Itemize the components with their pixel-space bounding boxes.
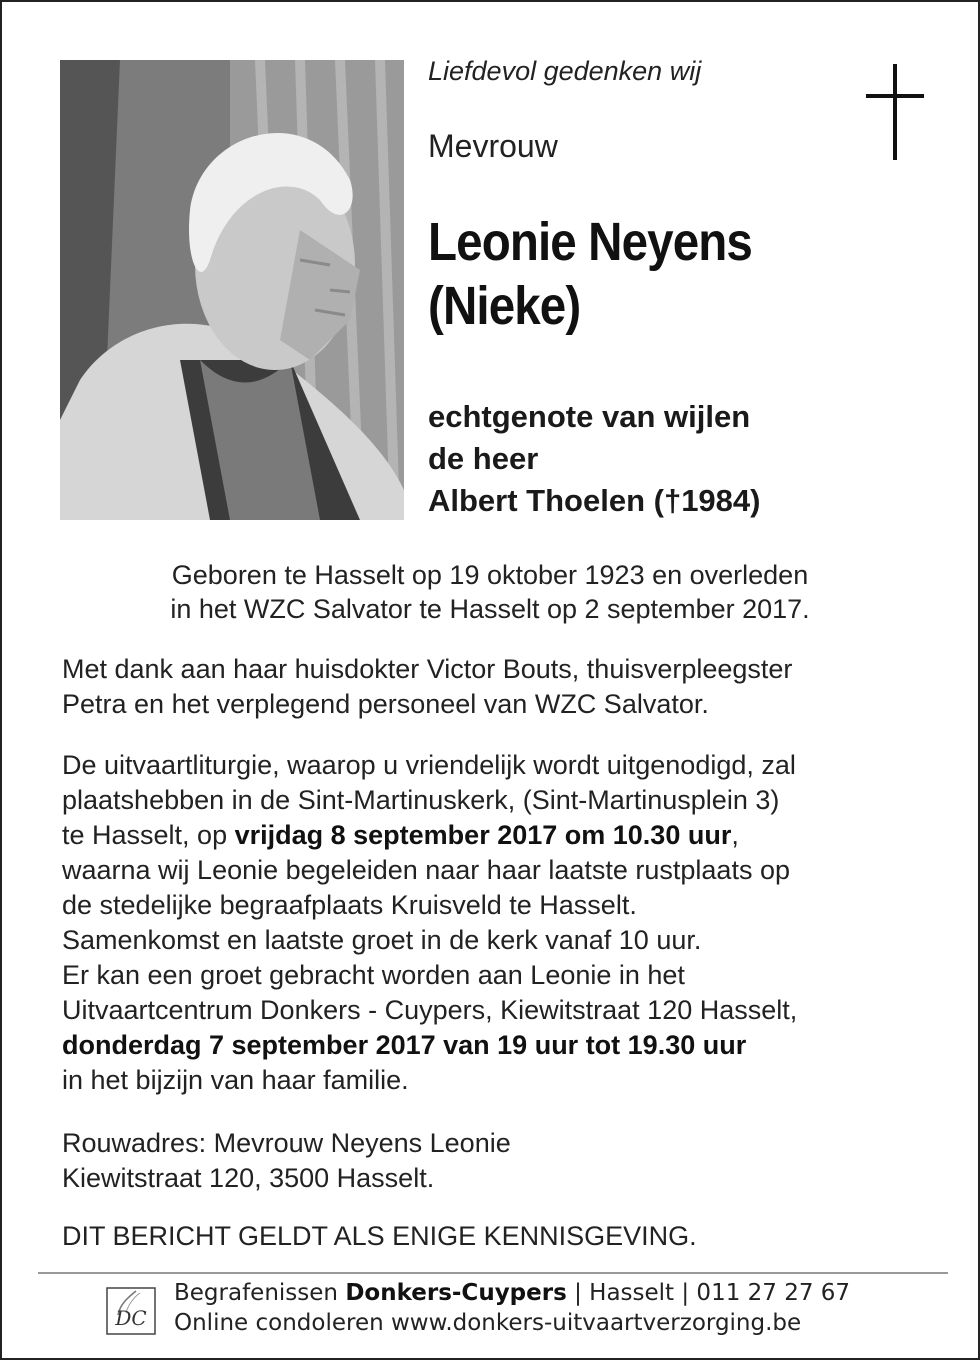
born-line: in het WZC Salvator te Hasselt op 2 september 2017. [170, 594, 810, 624]
liturgy-line: Uitvaartcentrum Donkers - Cuypers, Kiewitstraat 120 Hasselt, [62, 995, 798, 1025]
spouse-line: de heer [428, 441, 539, 476]
address-line: Rouwadres: Mevrouw Neyens Leonie [62, 1128, 511, 1158]
footer-text: Begrafenissen [174, 1280, 346, 1306]
salutation: Mevrouw [428, 128, 558, 164]
liturgy-text: , [731, 820, 739, 850]
spouse-info [428, 396, 760, 522]
thanks-line: Met dank aan haar huisdokter Victor Bouts, thuisverpleegster [62, 654, 793, 684]
liturgy-line: plaatshebben in de Sint-Martinuskerk, (Sint-Martinusplein 3) [62, 785, 780, 815]
footer-text: | Hasselt | 011 27 27 67 [566, 1280, 851, 1306]
condolence-website[interactable]: Online condoleren www.donkers-uitvaartverzorging.be [174, 1310, 802, 1336]
liturgy-paragraph [62, 748, 942, 1098]
deceased-name [428, 210, 752, 338]
intro-text: Liefdevol gedenken wij [428, 56, 702, 86]
cross-icon [866, 64, 924, 160]
portrait-photo-icon [60, 60, 404, 520]
nickname-line: (Nieke) [428, 276, 581, 336]
address-line: Kiewitstraat 120, 3500 Hasselt. [62, 1163, 435, 1193]
liturgy-line: waarna wij Leonie begeleiden naar haar laatste rustplaats op [62, 855, 790, 885]
logo-text: DC [115, 1306, 147, 1330]
liturgy-line: Er kan een groet gebracht worden aan Leonie in het [62, 960, 685, 990]
visitation-date-text: donderdag 7 september 2017 van 19 uur tot 19.30 uur [62, 1030, 747, 1060]
liturgy-text: te Hasselt, op [62, 820, 235, 850]
birth-death-info [2, 558, 978, 626]
portrait-photo [60, 60, 404, 520]
footer-info [174, 1278, 850, 1338]
thanks-paragraph [62, 652, 942, 722]
liturgy-line: Samenkomst en laatste groet in de kerk vanaf 10 uur. [62, 925, 702, 955]
born-line: Geboren te Hasselt op 19 oktober 1923 en overleden [171, 560, 809, 590]
funeral-date: vrijdag 8 september 2017 om 10.30 uur [234, 820, 732, 850]
notice-text: DIT BERICHT GELDT ALS ENIGE KENNISGEVING. [62, 1221, 697, 1251]
mourning-address [62, 1126, 942, 1196]
liturgy-line: de stedelijke begraafplaats Kruisveld te Hasselt. [62, 890, 637, 920]
footer-divider [38, 1272, 948, 1274]
liturgy-line [62, 818, 942, 853]
spouse-line: Albert Thoelen (†1984) [428, 483, 761, 518]
visitation-date [62, 1028, 942, 1063]
funeral-home-name: Donkers-Cuypers [345, 1280, 567, 1306]
name-line: Leonie Neyens [428, 212, 752, 272]
thanks-line: Petra en het verplegend personeel van WZC Salvator. [62, 689, 709, 719]
liturgy-line: De uitvaartliturgie, waarop u vriendelijk wordt uitgenodigd, zal [62, 750, 796, 780]
funeral-home-logo-icon [106, 1287, 156, 1335]
spouse-line: echtgenote van wijlen [428, 399, 751, 434]
footer-line [174, 1278, 850, 1308]
liturgy-line: in het bijzijn van haar familie. [62, 1065, 409, 1095]
